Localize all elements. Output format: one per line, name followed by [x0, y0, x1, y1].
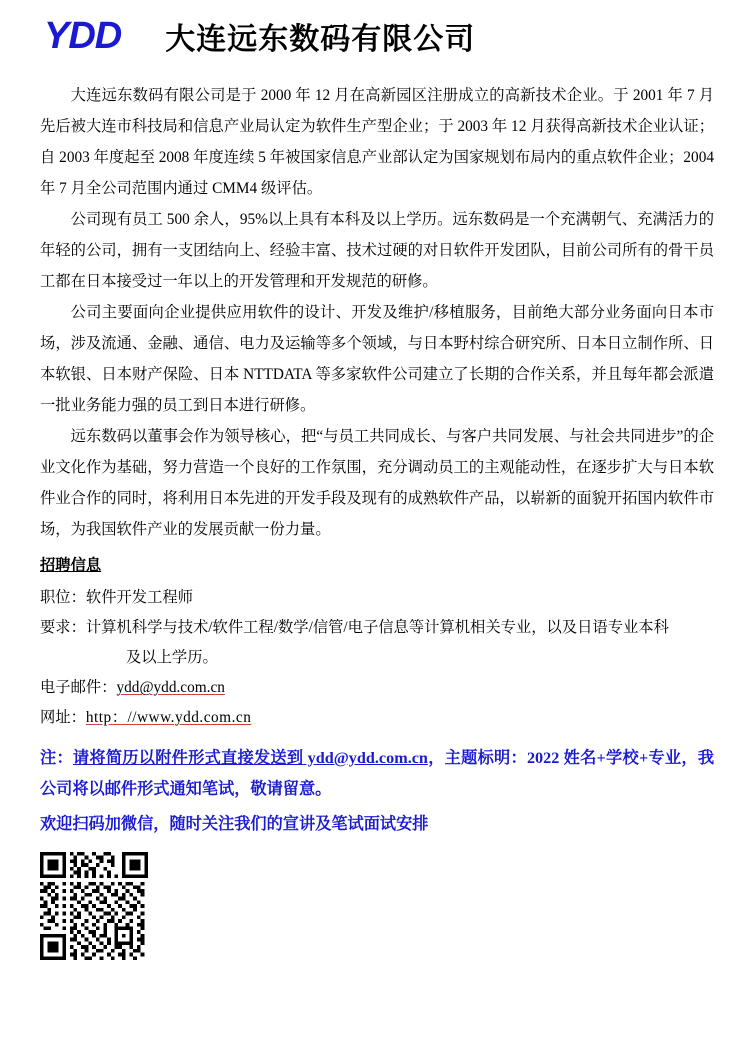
website-link[interactable]: http：//www.ydd.com.cn [85, 709, 252, 726]
qr-code-image [40, 852, 148, 960]
position-label: 职位： [40, 589, 86, 606]
document-header [40, 14, 714, 58]
welcome-line: 欢迎扫码加微信，随时关注我们的宣讲及笔试面试安排 [40, 815, 429, 833]
requirement-label: 要求： [40, 619, 86, 636]
recruitment-heading-wrap [40, 551, 714, 583]
email-line [40, 673, 714, 703]
page-title: 大连远东数码有限公司 [165, 23, 476, 56]
position-value: 软件开发工程师 [85, 589, 193, 606]
recruitment-section [40, 551, 714, 733]
notice-emphasis: 请将简历以附件形式直接发送到 ydd@ydd.com.cn [72, 749, 428, 767]
notice-rest: ，主题标明：2022 姓名+学校+专业，我公司将以邮件形式通知笔试，敬请留意。 [40, 749, 715, 798]
website-line [40, 703, 714, 733]
paragraph-2: 公司现有员工 500 余人，95%以上具有本科及以上学历。远东数码是一个充满朝气、充满活力的年轻的公司，拥有一支团结向上、经验丰富、技术过硬的对日软件开发团队，目前公司所有的骨干员工都在日本接受过一年以上的开发管理和开发规范的研修。 [40, 211, 714, 290]
requirement-value-continued: 及以上学历。 [126, 649, 218, 666]
recruitment-heading: 招聘信息 [40, 557, 102, 574]
email-label: 电子邮件： [40, 679, 117, 696]
requirement-line [40, 613, 714, 643]
company-logo: YDD [44, 14, 122, 57]
requirement-value: 计算机科学与技术/软件工程/数学/信管/电子信息等计算机相关专业，以及日语专业本科 [85, 619, 669, 636]
body-text [40, 80, 714, 545]
website-label: 网址： [40, 709, 86, 726]
paragraph-1: 大连远东数码有限公司是于 2000 年 12 月在高新园区注册成立的高新技术企业。于 2001 年 7 月先后被大连市科技局和信息产业局认定为软件生产型企业；于 2003 年 12 月获得高新技术企业认证；自 2003 年度起至 2008 年度连续 5 年被国家信息产业部认定为国家规划布局内的重点软件企业；2004 年 7 月全公司范围内通过 CMM4 级评估。 [40, 87, 714, 197]
notice-prefix: 注： [40, 749, 73, 767]
position-line [40, 583, 714, 613]
notice-block [40, 743, 714, 805]
paragraph-3: 公司主要面向企业提供应用软件的设计、开发及维护/移植服务，目前绝大部分业务面向日本市场，涉及流通、金融、通信、电力及运输等多个领域，与日本野村综合研究所、日本日立制作所、日本软银、日本财产保险、日本 NTTDATA 等多家软件公司建立了长期的合作关系，并且每年都会派遣一批业务能力强的员工到日本进行研修。 [40, 304, 714, 414]
qr-code [40, 852, 148, 960]
email-link[interactable]: ydd@ydd.com.cn [116, 679, 225, 696]
paragraph-4: 远东数码以董事会作为领导核心，把“与员工共同成长、与客户共同发展、与社会共同进步”的企业文化作为基础，努力营造一个良好的工作氛围，充分调动员工的主观能动性，在逐步扩大与日本软件业合作的同时，将利用日本先进的开发手段及现有的成熟软件产品，以崭新的面貌开拓国内软件市场，为我国软件产业的发展贡献一份力量。 [40, 428, 714, 538]
